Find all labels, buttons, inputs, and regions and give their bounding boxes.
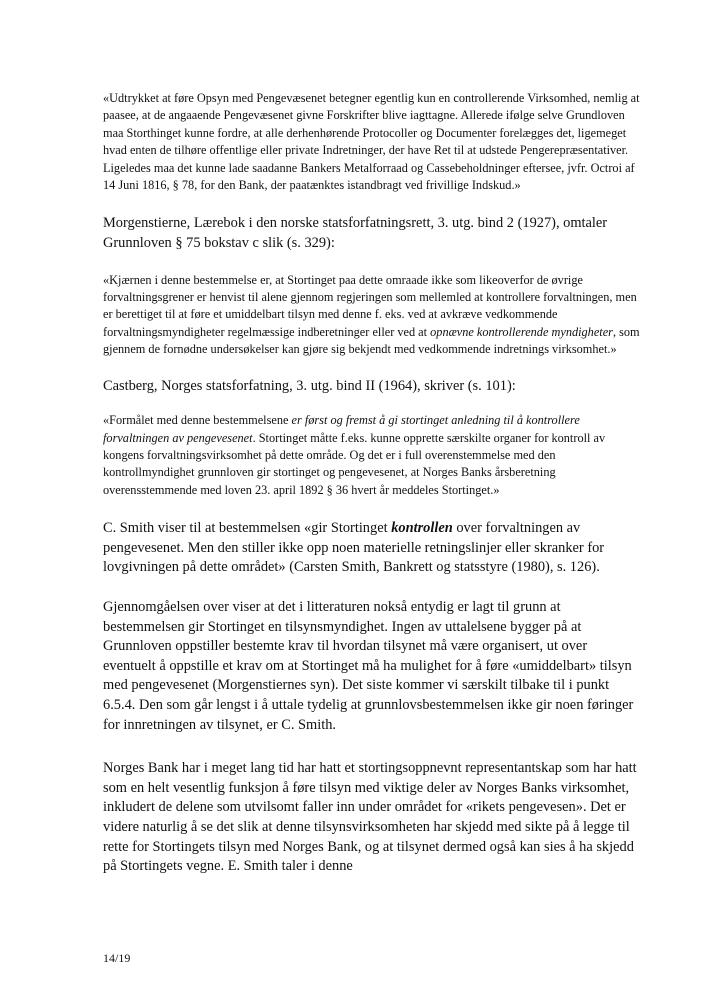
body-paragraph: Gjennomgåelsen over viser at det i litteraturen nokså entydig er lagt til grunn at bestemmelsen gir Stortinget en tilsynsmyndighet. Ingen av uttalelsene bygger på at Grunnloven oppstiller bestemte krav til hvordan tilsynet må være organisert, ut over eventuelt å oppstille et krav om at Stortinget må ha mulighet for å føre «umiddelbart» tilsyn med pengevesenet (Morgenstiernes syn). Det siste kommer vi særskilt tilbake til i punkt 6.5.4. Den som går lengst i å uttale tydelig at grunnlovsbestemmelsen ikke gir noen føringer for innretningen av tilsynet, er C. Smith. [103, 599, 634, 733]
text-run: C. Smith viser til at bestemmelsen «gir Stortinget [103, 520, 392, 537]
quote-paragraph [103, 412, 643, 499]
text-run: «Kjærnen i denne bestemmelse er, at Stortinget paa dette omraade ikke som likeoverfor de øvrige forvaltningsgrener er henvist til alene gjennom regjeringen som mellemled at kontrollere forvaltningen, men er berettiget til at føre et umiddelbart tilsyn med denne f. eks. ved at avkræve vedkommende forvaltningsmyndigheter regelmæssige indberetninger eller ved at [103, 272, 637, 339]
body-paragraph [103, 519, 643, 578]
quote-paragraph [103, 272, 643, 359]
body-paragraph: Castberg, Norges statsforfatning, 3. utg. bind II (1964), skriver (s. 101): [103, 377, 516, 394]
quote-paragraph: «Udtrykket at føre Opsyn med Pengevæsenet betegner egentlig kun en controllerende Virksomhed, nemlig at paasee, at de angaaende Pengevæsenet givne Forskrifter blive iagttagne. Allerede ifølge selve Grundloven maa Storthinget kunne fordre, at alle derhenhørende Protocoller og Documenter forelægges det, ligemeget hvad enten de tilhøre offentlige eller private Indretninger, der have Ret til at udstede Pengerepræsentativer. Ligeledes maa det kunne lade saadanne Bankers Metalforraad og Cassebeholdninger eftersee, jvfr. Octroi af 14 Juni 1816, § 78, for den Bank, der paatænktes istandbragt ved frivillige Indskud.» [103, 91, 640, 193]
page-number: 14/19 [103, 951, 131, 965]
body-paragraph: Morgenstierne, Lærebok i den norske statsforfatningsrett, 3. utg. bind 2 (1927), omtaler Grunnloven § 75 bokstav c slik (s. 329): [103, 215, 608, 252]
emphasized-text: er først og fremst å gi stortinget anledning til å kontrollere forvaltningen av pengevesenet [103, 413, 580, 445]
emphasized-text: opnævne kontrollerende myndigheter [430, 324, 613, 339]
text-run: «Formålet med denne bestemmelsene [103, 413, 292, 428]
text-run: over forvaltningen av pengevesenet. Men den stiller ikke opp noen materielle retningslinjer eller skranker for lovgivningen på dette området» (Carsten Smith, Bankrett og statsstyre (1980), s. 126). [103, 520, 605, 576]
text-run: . Stortinget måtte f.eks. kunne opprette særskilte organer for kontroll av kongens forvaltningsvirksomhet på dette område. Og det er i full overenstemmelse med den kontrollmyndighet grunnloven gir stortinget og pengevesenet, at Norges Banks årsberetning overensstemmende med loven 23. april 1892 § 36 hvert år meddeles Stortinget.» [103, 430, 606, 497]
body-paragraph: Norges Bank har i meget lang tid har hatt et stortingsoppnevnt representantskap som har hatt som en helt vesentlig funksjon å føre tilsyn med viktige deler av Norges Banks virksomhet, inkludert de delene som utvilsomt faller inn under området for «rikets pengevesen». Det er videre naturlig å se det slik at denne tilsynsvirksomheten har skjedd med sikte på å legge til rette for Stortingets tilsyn med Norges Bank, og at tilsynet dermed også kan sies å ha skjedd på Stortingets vegne. E. Smith taler i denne [103, 760, 637, 875]
document-page [103, 90, 643, 877]
emphasized-text: kontrollen [391, 520, 453, 537]
text-run: , som gjennem de fornødne undersøkelser kan gjøre sig bekjendt med vedkommende indretnings virksomhet.» [103, 324, 640, 357]
